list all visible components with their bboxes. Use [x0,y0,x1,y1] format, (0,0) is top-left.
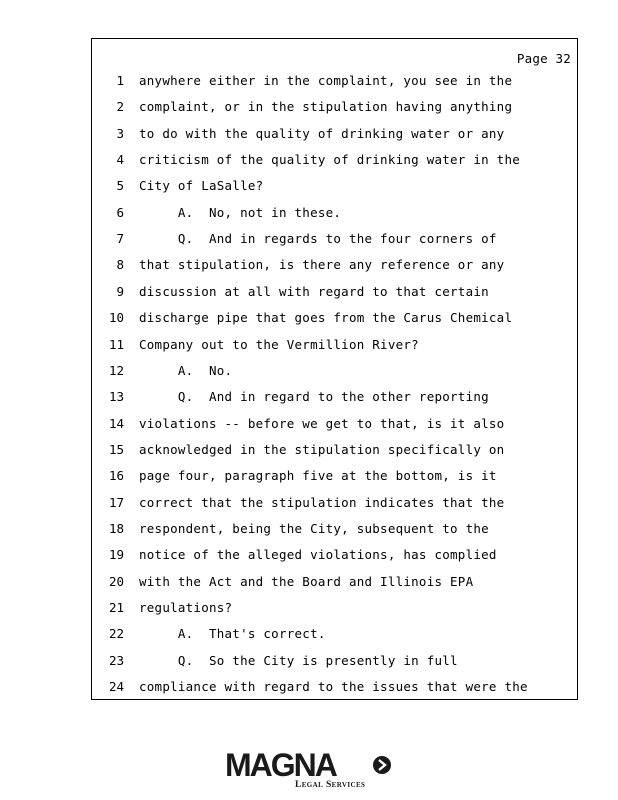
line-number: 16 [108,468,124,484]
line-number: 21 [108,600,124,615]
line-text: regulations? [139,600,233,615]
line-text: violations -- before we get to that, is it also [139,415,505,431]
line-number: 23 [108,652,124,668]
transcript-line [92,519,577,539]
transcript-line [92,361,577,381]
transcript-line [92,414,577,434]
line-text: discussion at all with regard to that certain [139,283,489,299]
line-text: Q. And in regard to the other reporting [139,389,489,405]
line-text: Q. And in regards to the four corners of [139,231,497,247]
line-number: 1 [116,73,124,88]
transcript-line [92,572,577,592]
line-number: 2 [116,99,124,115]
transcript-line [92,440,577,460]
line-text: anywhere either in the complaint, you see in the [139,73,513,88]
line-number: 15 [108,441,124,457]
transcript-line [92,493,577,513]
transcript-line [92,598,577,618]
logo-wordmark: MAGNA [225,747,336,783]
line-number: 20 [108,573,124,589]
line-text: Q. So the City is presently in full [139,652,458,668]
line-text: notice of the alleged violations, has complied [139,547,497,563]
line-number: 13 [108,389,124,405]
transcript-line [92,176,577,196]
line-text: compliance with regard to the issues that were the [139,679,528,695]
line-number: 17 [108,494,124,510]
transcript-line [92,466,577,486]
line-number: 18 [108,520,124,536]
transcript-line [92,71,577,91]
line-text: respondent, being the City, subsequent to the [139,520,489,536]
line-text: acknowledged in the stipulation specifically on [139,441,505,457]
logo-arrow-icon [373,756,391,774]
transcript-line [92,651,577,671]
transcript-page [91,38,578,700]
logo-subtitle: Legal Services [295,780,366,790]
transcript-line [92,282,577,302]
transcript-line [92,150,577,170]
line-text: with the Act and the Board and Illinois EPA [139,573,474,589]
line-number: 4 [116,152,124,168]
line-number: 3 [116,125,124,141]
line-number: 7 [116,231,124,247]
line-text: A. No. [139,362,233,378]
transcript-line [92,203,577,223]
transcript-line [92,335,577,355]
line-number: 19 [108,547,124,563]
line-number: 9 [116,283,124,299]
page-number: Page 32 [516,51,571,66]
line-text: Company out to the Vermillion River? [139,336,419,352]
line-number: 5 [116,178,124,194]
transcript-line [92,677,577,697]
line-number: 8 [116,257,124,273]
transcript-line [92,229,577,249]
line-text: City of LaSalle? [139,178,264,194]
magna-logo [225,748,395,792]
line-text: page four, paragraph five at the bottom, is it [139,468,497,484]
transcript-line [92,308,577,328]
line-text: that stipulation, is there any reference or any [139,257,505,273]
line-text: criticism of the quality of drinking water in the [139,152,521,168]
line-number: 11 [108,336,124,352]
line-number: 24 [108,679,124,695]
line-text: A. That's correct. [139,626,326,642]
transcript-line [92,545,577,565]
line-text: to do with the quality of drinking water or any [139,125,505,141]
line-text: correct that the stipulation indicates that the [139,494,505,510]
line-number: 14 [108,415,124,431]
line-number: 6 [116,204,124,220]
line-text: A. No, not in these. [139,204,342,220]
transcript-line [92,255,577,275]
transcript-line [92,624,577,644]
transcript-line [92,124,577,144]
line-number: 22 [108,626,124,642]
line-number: 12 [108,362,124,378]
transcript-line [92,97,577,117]
line-text: discharge pipe that goes from the Carus Chemical [139,310,513,326]
transcript-line [92,387,577,407]
line-number: 10 [108,310,124,326]
line-text: complaint, or in the stipulation having anything [139,99,513,115]
